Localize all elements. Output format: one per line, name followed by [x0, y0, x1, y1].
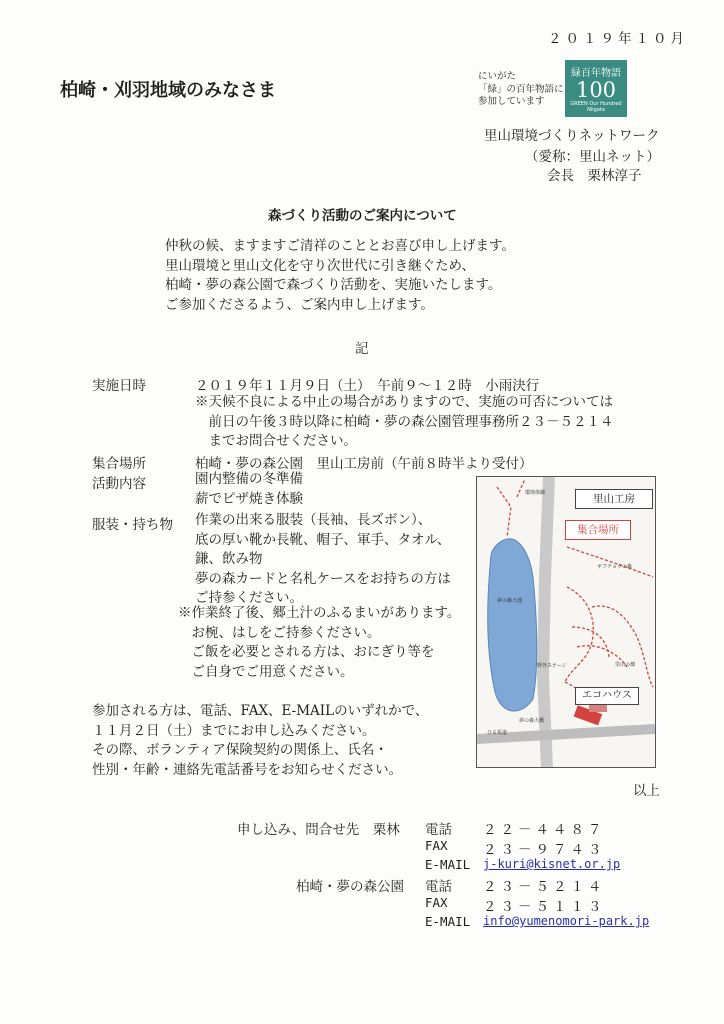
campaign-text — [478, 71, 564, 109]
place-value: 柏崎・夢の森公園 里山工房前（午前８時半より受付） — [195, 456, 533, 472]
logo-sub: GREEN Our Hundred — [570, 101, 622, 107]
datetime-label: 実施日時 — [92, 378, 146, 394]
application-line: １１月２日（土）までにお申し込みください。 — [92, 722, 376, 739]
map-label-ecohouse: エコハウス — [575, 687, 639, 705]
application-text — [92, 702, 428, 780]
sender-org: 里山環境づくりネットワーク — [484, 128, 660, 144]
soup-line: ※作業終了後、郷土汁のふるまいがあります。 — [178, 605, 461, 621]
kuri-phone: ２２－４４８７ — [483, 822, 606, 838]
application-line: その際、ボランティア保険契約の関係上、氏名・ — [92, 742, 388, 759]
map-small-label: ギフチョウの森 — [597, 564, 632, 570]
kuri-email-label: E-MAIL — [425, 857, 471, 872]
closing-ijo: 以上 — [633, 783, 660, 799]
map-small-label: 夢の森大池 — [497, 598, 523, 604]
map-trail — [497, 479, 525, 537]
application-line: 性別・年齢・連絡先電話番号をお知らせください。 — [92, 761, 403, 778]
application-line: 参加される方は、電話、FAX、E-MAILのいずれかで、 — [92, 703, 429, 719]
logo-number: 100 — [575, 78, 617, 102]
activity-line: 薪でピザ焼き体験 — [195, 490, 303, 507]
sender-alias: （愛称：里山ネット） — [525, 149, 660, 165]
map-small-label: 野外ステージ — [537, 663, 567, 669]
map-trail — [567, 547, 653, 577]
park-fax-label: FAX — [425, 895, 448, 910]
activity-label: 活動内容 — [92, 476, 146, 492]
kuri-phone-label: 電話 — [425, 822, 452, 838]
kuri-email-link[interactable]: j-kuri@kisnet.or.jp — [483, 857, 621, 871]
greeting — [165, 237, 515, 315]
park-fax: ２３－５１１３ — [483, 899, 606, 915]
map-label-meeting-place: 集合場所 — [565, 520, 631, 540]
clothing-label: 服装・持ち物 — [92, 517, 173, 533]
park-map — [476, 476, 656, 768]
datetime-notes — [195, 393, 614, 452]
greeting-line: 柏崎・夢の森公園で森づくり活動を、実施いたします。 — [165, 277, 502, 294]
kuri-fax: ２３－９７４３ — [483, 842, 606, 858]
place-label: 集合場所 — [92, 456, 146, 472]
map-small-label: 夢の森大橋 — [519, 718, 545, 724]
logo-title: 緑百年物語 — [571, 68, 621, 79]
logo-place: Niigata — [587, 107, 605, 113]
soup-line: ご自身でご用意ください。 — [178, 663, 354, 680]
green-100-logo — [565, 60, 627, 117]
park-contact-label: 柏崎・夢の森公園 — [296, 879, 404, 895]
soup-line: ご飯を必要とされる方は、おにぎり等を — [178, 644, 435, 661]
park-email-link[interactable]: info@yumenomori-park.jp — [483, 914, 650, 928]
greeting-line: ご参加くださるよう、ご案内申し上げます。 — [165, 296, 434, 313]
campaign-text-line: 「緑」の百年物語に — [478, 83, 564, 95]
map-pond — [488, 539, 537, 711]
apply-contact-label: 申し込み、問合せ先 栗林 — [237, 822, 400, 838]
note-line: 前日の午後３時以降に柏崎・夢の森公園管理事務所２３－５２１４ — [195, 413, 614, 430]
issue-date: ２０１９年１０月 — [548, 31, 688, 47]
park-phone: ２３－５２１４ — [483, 879, 606, 895]
soup-line: お椀、はしをご持参ください。 — [178, 624, 381, 641]
map-small-label: 里山の畑 — [615, 662, 636, 668]
map-trail — [592, 606, 653, 687]
campaign-text-line: 参加しています — [478, 96, 545, 107]
clothing-lines — [195, 511, 451, 609]
activity-lines — [195, 470, 303, 509]
note-line: までお問合せください。 — [195, 433, 357, 450]
map-trail — [565, 587, 593, 682]
addressee: 柏崎・刈羽地域のみなさま — [60, 80, 276, 101]
map-small-label: ひる坂道 — [487, 730, 508, 736]
map-small-label: 環境体験 — [525, 490, 546, 496]
clothing-line: 鎌、飲み物 — [195, 551, 263, 568]
soup-notes — [178, 604, 460, 682]
ki-mark: 記 — [355, 341, 369, 357]
clothing-line: 底の厚い靴か長靴、帽子、軍手、タオル、 — [195, 531, 451, 548]
greeting-line: 仲秋の候、ますますご清祥のこととお喜び申し上げます。 — [165, 238, 515, 254]
park-email-label: E-MAIL — [425, 914, 471, 929]
datetime-value: ２０１９年１１月９日（土） 午前９～１２時 小雨決行 — [195, 378, 540, 394]
campaign-text-line: にいがた — [478, 71, 517, 82]
map-label-satoyama-kobo: 里山工房 — [575, 489, 653, 509]
kuri-fax-label: FAX — [425, 838, 448, 853]
activity-line: 園内整備の冬準備 — [195, 471, 303, 487]
park-phone-label: 電話 — [425, 879, 452, 895]
subject-title: 森づくり活動のご案内について — [268, 208, 457, 224]
sender-president: 会長 栗林淳子 — [547, 168, 642, 184]
clothing-line: 作業の出来る服装（長袖、長ズボン）、 — [195, 512, 432, 528]
note-line: ※天候不良による中止の場合がありますので、実施の可否については — [195, 394, 613, 410]
clothing-line: 夢の森カードと名札ケースをお持ちの方は — [195, 570, 451, 587]
clothing-line: ご持参ください。 — [195, 590, 303, 607]
greeting-line: 里山環境と里山文化を守り次世代に引き継ぐため、 — [165, 257, 475, 274]
